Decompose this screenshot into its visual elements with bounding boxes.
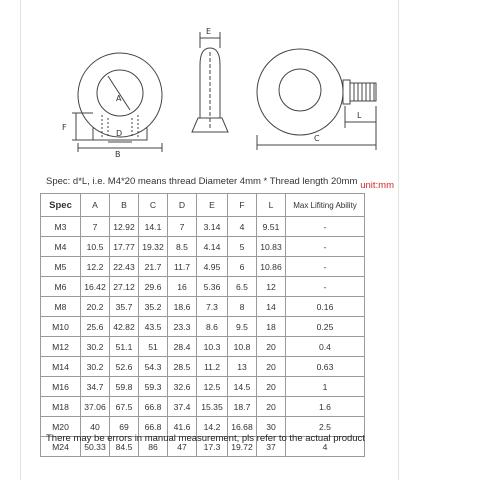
table-cell: 7 [81,217,110,237]
column-header-spec: Spec [41,194,81,217]
unit-label: unit:mm [360,180,394,191]
table-cell: 28.4 [168,337,197,357]
spec-table [40,193,365,457]
table-cell: 30.2 [81,357,110,377]
table-header-row [41,194,365,217]
table-row [41,397,365,417]
column-header: F [228,194,257,217]
table-cell: - [286,277,365,297]
side-view [192,32,228,132]
table-cell: 32.6 [168,377,197,397]
table-cell: 10.5 [81,237,110,257]
table-cell: 15.35 [197,397,228,417]
table-cell: 7.3 [197,297,228,317]
spec-cell: M4 [41,237,81,257]
table-cell: 22.43 [110,257,139,277]
spec-cell: M12 [41,337,81,357]
table-cell: 30.2 [81,337,110,357]
table-cell: 3.14 [197,217,228,237]
spec-cell: M10 [41,317,81,337]
table-cell: 19.72 [228,437,257,457]
table-cell: 2.5 [286,417,365,437]
dim-label-c: C [314,134,320,143]
table-cell: 0.4 [286,337,365,357]
table-cell: 69 [110,417,139,437]
column-header: E [197,194,228,217]
table-cell: 40 [81,417,110,437]
column-header: L [257,194,286,217]
table-cell: 21.7 [139,257,168,277]
table-cell: 20 [257,377,286,397]
table-cell: 47 [168,437,197,457]
table-cell: 18 [257,317,286,337]
table-cell: 17.77 [110,237,139,257]
table-cell: 0.16 [286,297,365,317]
table-cell: 35.2 [139,297,168,317]
table-cell: 67.5 [110,397,139,417]
table-cell: 54.3 [139,357,168,377]
table-cell: 25.6 [81,317,110,337]
table-cell: 17.3 [197,437,228,457]
table-cell: 84.5 [110,437,139,457]
table-cell: 59.3 [139,377,168,397]
table-cell: 8.6 [197,317,228,337]
spec-cell: M16 [41,377,81,397]
table-cell: 20 [257,397,286,417]
table-cell: 0.63 [286,357,365,377]
table-row [41,277,365,297]
table-cell: - [286,257,365,277]
table-cell: 14.1 [139,217,168,237]
dim-label-l: L [357,111,362,120]
table-cell: 12.2 [81,257,110,277]
table-cell: 8 [228,297,257,317]
table-cell: 28.5 [168,357,197,377]
table-cell: 52.6 [110,357,139,377]
table-cell: 50.33 [81,437,110,457]
dim-label-a: A [116,94,122,103]
table-body [41,217,365,457]
table-cell: 9.5 [228,317,257,337]
table-cell: 8.5 [168,237,197,257]
table-row [41,377,365,397]
table-cell: 5.36 [197,277,228,297]
column-header: B [110,194,139,217]
table-cell: 4 [286,437,365,457]
table-cell: 18.6 [168,297,197,317]
table-cell: 19.32 [139,237,168,257]
table-cell: 42.82 [110,317,139,337]
table-cell: 14.5 [228,377,257,397]
table-cell: 34.7 [81,377,110,397]
table-cell: 27.12 [110,277,139,297]
table-row [41,337,365,357]
dim-label-d: D [116,129,123,138]
table-row [41,297,365,317]
dim-label-b: B [115,150,121,159]
table-cell: 6 [228,257,257,277]
table-cell: 86 [139,437,168,457]
table-cell: 10.86 [257,257,286,277]
table-cell: 37 [257,437,286,457]
table-cell: 30 [257,417,286,437]
table-cell: 14 [257,297,286,317]
spec-cell: M14 [41,357,81,377]
table-cell: 23.3 [168,317,197,337]
spec-cell: M6 [41,277,81,297]
table-row [41,317,365,337]
dim-label-e: E [206,27,212,36]
column-header: A [81,194,110,217]
table-cell: 12.5 [197,377,228,397]
column-header: C [139,194,168,217]
table-cell: 29.6 [139,277,168,297]
table-row [41,237,365,257]
table-cell: 16.42 [81,277,110,297]
table-cell: 51.1 [110,337,139,357]
table-cell: 10.3 [197,337,228,357]
table-cell: 6.5 [228,277,257,297]
table-cell: 41.6 [168,417,197,437]
table-cell: 11.7 [168,257,197,277]
table-cell: 11.2 [197,357,228,377]
table-cell: 1 [286,377,365,397]
table-cell: 7 [168,217,197,237]
table-cell: 4 [228,217,257,237]
table-cell: 5 [228,237,257,257]
table-cell: 16.68 [228,417,257,437]
table-cell: 66.8 [139,417,168,437]
table-cell: 14.2 [197,417,228,437]
table-row [41,257,365,277]
spec-cell: M5 [41,257,81,277]
table-cell: 43.5 [139,317,168,337]
table-row [41,217,365,237]
dim-label-f: F [62,123,67,132]
table-cell: 35.7 [110,297,139,317]
spec-cell: M18 [41,397,81,417]
spec-cell: M8 [41,297,81,317]
table-cell: 51 [139,337,168,357]
table-cell: 20 [257,357,286,377]
table-cell: 4.95 [197,257,228,277]
table-cell: 37.4 [168,397,197,417]
column-header: Max Lifiting Ability [286,194,365,217]
table-cell: 12.92 [110,217,139,237]
table-cell: 13 [228,357,257,377]
spec-cell: M24 [41,437,81,457]
table-cell: 10.83 [257,237,286,257]
table-cell: 12 [257,277,286,297]
table-cell: 66.8 [139,397,168,417]
table-cell: 0.25 [286,317,365,337]
table-row [41,357,365,377]
table-cell: 4.14 [197,237,228,257]
column-header: D [168,194,197,217]
table-cell: 9.51 [257,217,286,237]
spec-cell: M3 [41,217,81,237]
footer-note: There may be errors in manual measurement, pls refer to the actual product [46,433,365,444]
table-cell: 20 [257,337,286,357]
spec-note: Spec: d*L, i.e. M4*20 means thread Diameter 4mm * Thread length 20mm [46,176,358,187]
table-cell: - [286,237,365,257]
table-cell: 1.6 [286,397,365,417]
table-cell: 16 [168,277,197,297]
eye-bolt-drawing [0,0,480,160]
table-cell: 10.8 [228,337,257,357]
spec-cell: M20 [41,417,81,437]
table-cell: 59.8 [110,377,139,397]
table-cell: 20.2 [81,297,110,317]
table-cell: 18.7 [228,397,257,417]
table-cell: - [286,217,365,237]
table-cell: 37.06 [81,397,110,417]
